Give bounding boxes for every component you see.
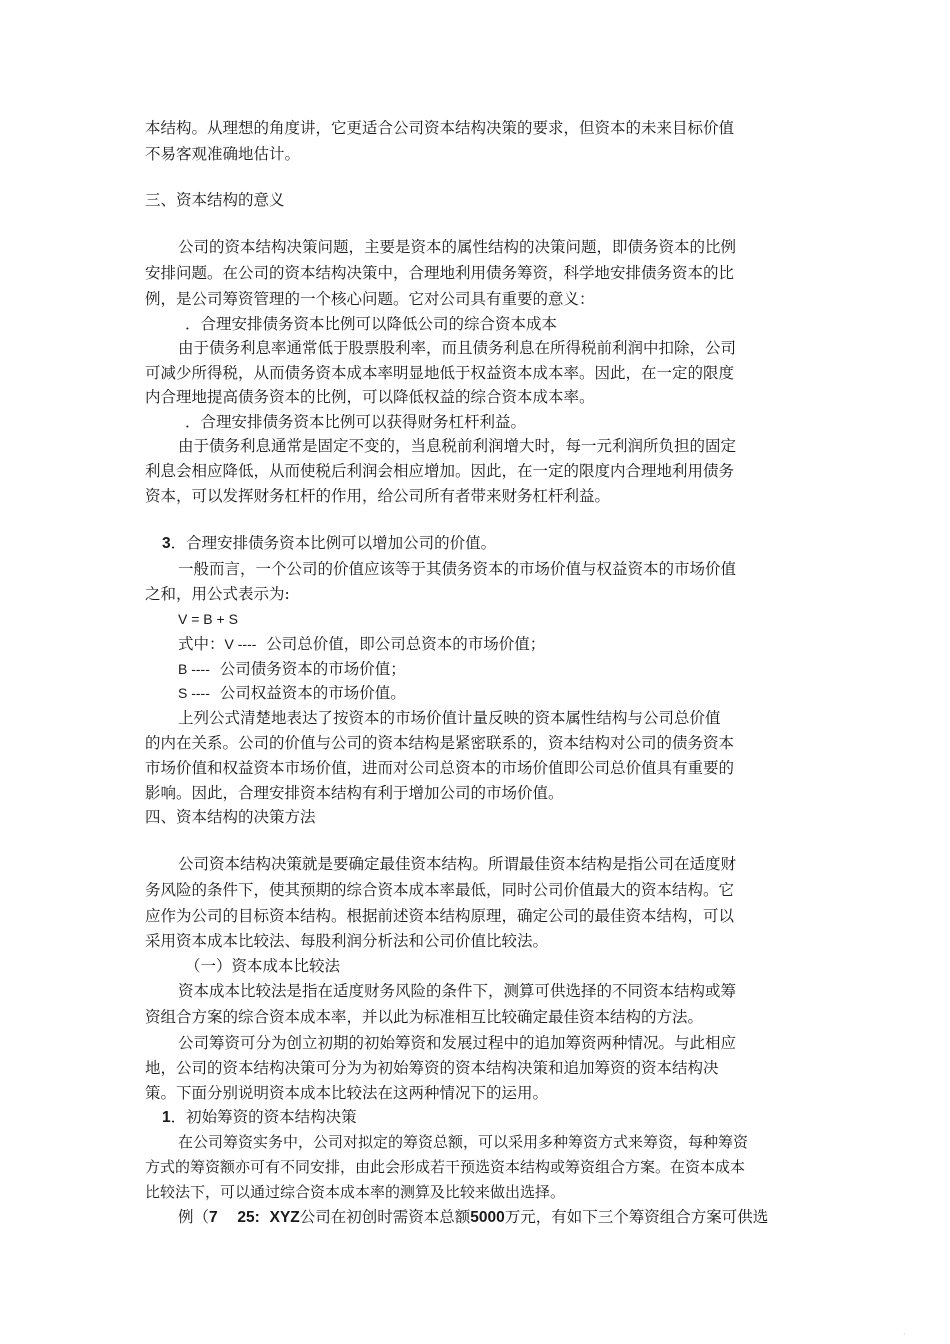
text-line: 资本，可以发挥财务杠杆的作用，给公司所有者带来财务杠杆利益。 (145, 487, 611, 505)
definition-symbol: S ---- (178, 685, 210, 701)
text-line: 公司资本结构决策就是要确定最佳资本结构。所谓最佳资本结构是指公司在适度财 (178, 855, 737, 873)
definition-line (178, 658, 406, 680)
text-line: 由于债务利息率通常低于股票股利率，而且债务利息在所得税前利润中扣除，公司 (178, 339, 737, 357)
example-number: 25: (237, 1209, 260, 1226)
list-item: ．合理安排债务资本比例可以降低公司的综合资本成本 (185, 315, 558, 333)
definition-prefix: 式中： (178, 635, 225, 653)
subsection-heading: （一）资本成本比较法 (185, 957, 341, 975)
section-heading: 四、资本结构的决策方法 (145, 808, 316, 826)
list-item: ．合理安排债务资本比例可以获得财务杠杆利益。 (185, 413, 527, 431)
text-line: 市场价值和权益资本市场价值，进而对公司总资本的市场价值即公司总价值具有重要的 (145, 759, 735, 777)
example-text: 万元，有如下三个筹资组合方案可供选 (504, 1208, 769, 1226)
example-line (178, 1206, 768, 1229)
example-text: 公司在初创时需资本总额 (299, 1208, 471, 1226)
text-line: 可减少所得税，从而债务资本成本率明显地低于权益资本成本率。因此，在一定的限度 (145, 364, 735, 382)
list-number: 3 (162, 535, 171, 552)
text-line: 例，是公司筹资管理的一个核心问题。它对公司具有重要的意义： (145, 290, 595, 308)
text-line: 影响。因此，合理安排资本结构有利于增加公司的市场价值。 (145, 784, 564, 802)
amount: 5000 (470, 1209, 505, 1226)
definition-line (178, 633, 545, 655)
text-line: 内合理地提高债务资本的比例，可以降低权益的综合资本成本率。 (145, 388, 595, 406)
list-item (162, 1106, 357, 1129)
text-line: 利息会相应降低，从而使税后利润会相应增加。因此，在一定的限度内合理地利用债务 (145, 462, 735, 480)
list-item (162, 532, 496, 555)
text-line: 安排问题。在公司的资本结构决策中，合理地利用债务筹资，科学地安排债务资本的比 (145, 264, 735, 282)
definition-symbol: B ---- (178, 661, 210, 677)
text-line: 应作为公司的目标资本结构。根据前述资本结构原理，确定公司的最佳资本结构，可以 (145, 907, 735, 925)
text-line: 资组合方案的综合资本成本率，并以此为标准相互比较确定最佳资本结构的方法。 (145, 1008, 704, 1026)
text-line: 不易客观准确地估计。 (145, 145, 301, 163)
text-line: 一般而言，一个公司的价值应该等于其债务资本的市场价值与权益资本的市场价值 (178, 560, 737, 578)
text-line: 资本成本比较法是指在适度财务风险的条件下，测算可供选择的不同资本结构或筹 (178, 982, 737, 1000)
formula: V = B + S (178, 611, 238, 627)
example-number: 7 (209, 1209, 218, 1226)
text-line: 务风险的条件下，使其预期的综合资本成本率最低，同时公司价值最大的资本结构。它 (145, 881, 735, 899)
text-line: 上列公式清楚地表达了按资本的市场价值计量反映的资本属性结构与公司总价值 (178, 709, 721, 727)
list-item-text: ．合理安排债务资本比例可以增加公司的价值。 (170, 534, 497, 552)
text-line: 之和，用公式表示为: (145, 585, 290, 603)
list-item-text: ．初始筹资的资本结构决策 (170, 1108, 357, 1126)
text-line: 本结构。从理想的角度讲，它更适合公司资本结构决策的要求，但资本的未来目标价值 (145, 119, 735, 137)
text-line: 在公司筹资实务中，公司对拟定的筹资总额，可以采用多种筹资方式来筹资，每种筹资 (178, 1133, 749, 1151)
definition-symbol: V ---- (224, 636, 257, 652)
definition-text: 公司总价值，即公司总资本的市场价值； (266, 635, 546, 653)
definition-line (178, 682, 406, 704)
text-line: 的内在关系。公司的价值与公司的资本结构是紧密联系的，资本结构对公司的债务资本 (145, 734, 735, 752)
text-line: 地，公司的资本结构决策可分为为初始筹资的资本结构决策和追加筹资的资本结构决 (145, 1059, 719, 1077)
text-line: 由于债务利息通常是固定不变的，当息税前利润增大时，每一元利润所负担的固定 (178, 437, 737, 455)
text-line: 采用资本成本比较法、每股利润分析法和公司价值比较法。 (145, 932, 549, 950)
page-marker: · (903, 1330, 906, 1339)
text-line: 公司的资本结构决策问题，主要是资本的属性结构的决策问题，即债务资本的比例 (178, 238, 737, 256)
company-name: XYZ (269, 1209, 300, 1226)
definition-text: 公司权益资本的市场价值。 (219, 684, 406, 702)
text-line: 公司筹资可分为创立初期的初始筹资和发展过程中的追加筹资两种情况。与此相应 (178, 1034, 737, 1052)
text-line: 策。下面分别说明资本成本比较法在这两种情况下的运用。 (145, 1084, 549, 1102)
text-line: 方式的筹资额亦可有不同安排，由此会形成若干预选资本结构或筹资组合方案。在资本成本 (145, 1158, 746, 1176)
list-number: 1 (162, 1109, 171, 1126)
example-open: 例（ (178, 1208, 210, 1226)
section-heading: 三、资本结构的意义 (145, 191, 285, 209)
text-line: 比较法下，可以通过综合资本成本率的测算及比较来做出选择。 (145, 1183, 566, 1201)
definition-text: 公司债务资本的市场价值； (219, 660, 406, 678)
